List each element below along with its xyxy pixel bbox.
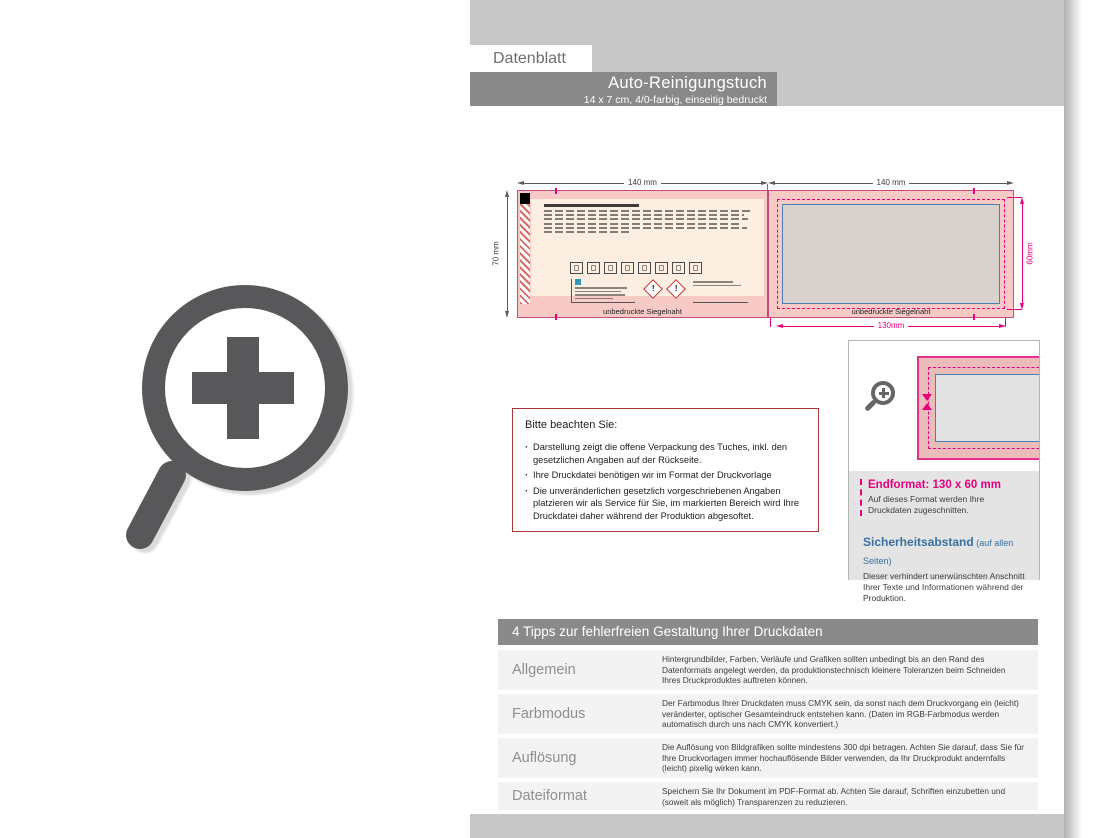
endformat-text: Auf dieses Format werden Ihre Druckdaten zugeschnitten. (868, 494, 985, 515)
notes-title: Bitte beachten Sie: (525, 419, 618, 431)
datenblatt-tab (470, 45, 592, 72)
seam-label: unbedruckte Siegelnaht (603, 307, 682, 316)
format-detail-box (848, 340, 1040, 603)
page-footer-band (470, 814, 1064, 838)
corner-zoom-view (849, 341, 1039, 471)
back-panel-drawing (768, 190, 1014, 318)
safety-area (782, 204, 1000, 304)
care-pictogram-icon (621, 262, 634, 274)
care-pictogram-icon (587, 262, 600, 274)
dimension-front-height (503, 190, 511, 318)
product-subtitle: 14 x 7 cm, 4/0-farbig, einseitig bedruckt (583, 94, 767, 106)
care-pictogram-icon (570, 262, 583, 274)
product-title: Auto-Reinigungstuch (608, 74, 767, 92)
ghs-warning-diamond-icon: ! (666, 279, 686, 299)
dimension-endformat-width: 130mm (776, 322, 1006, 330)
manufacturer-info-block (571, 279, 761, 305)
dimension-front-width: 140 mm (517, 179, 768, 187)
tip-row-aufloesung (498, 738, 1038, 778)
tip-label: Farbmodus (512, 706, 586, 722)
magnifier-plus-icon (140, 283, 372, 559)
tip-text: Speichern Sie Ihr Dokument im PDF-Format ab. Achten Sie darauf, Schriften einzubetten und (soweit als möglich) Transparenzen zu reduzieren. (662, 786, 1006, 807)
safety-title-suffix: (auf allen Seiten) (863, 538, 1014, 566)
page-edge-shadow (1064, 0, 1082, 838)
safety-area (935, 374, 1039, 442)
front-panel-drawing (517, 190, 768, 318)
fold-tick (555, 188, 557, 194)
notes-bullet: · Ihre Druckdatei benötigen wir im Format der Druckvorlage (525, 469, 808, 482)
safety-legend (863, 533, 1028, 604)
dimension-front-height-label: 70 mm (491, 241, 501, 266)
tab-label: Datenblatt (493, 50, 566, 67)
fold-tick (973, 188, 975, 194)
endformat-title: Endformat: 130 x 60 mm (868, 479, 1001, 491)
tip-text: Die Auflösung von Bildgrafiken sollte mindestens 300 dpi betragen. Achten Sie darauf, dass Sie für Ihre Druckvorlagen immer hochauflösende Bilder verwenden, da Ihr Druckprodukt andernfalls (leicht) pixelig wirken kann. (662, 742, 1025, 774)
tip-text: Hintergrundbilder, Farben, Verläufe und Grafiken sollten unbedingt bis an den Rand des Datenformats angelegt werden, da produktionstechnisch kleinere Toleranzen beim Schneiden Ihres Druckproduktes auftreten können. (662, 654, 1006, 686)
tip-label: Auflösung (512, 750, 577, 766)
notes-box (512, 408, 819, 532)
tip-row-farbmodus (498, 694, 1038, 734)
care-pictogram-icon (689, 262, 702, 274)
magnifier-handle (121, 456, 191, 554)
registration-mark (520, 193, 530, 204)
notes-list (525, 441, 808, 522)
care-pictogram-icon-row (570, 262, 706, 274)
care-pictogram-icon (672, 262, 685, 274)
format-legend (849, 471, 1039, 603)
fold-tick (555, 314, 557, 320)
safety-text: Dieser verhindert unerwünschten Anschnitt Ihrer Texte und Informationen während der Produktion. (863, 571, 1025, 603)
tip-row-allgemein (498, 650, 1038, 690)
product-header (470, 72, 777, 106)
dimension-back-width: 140 mm (768, 179, 1014, 187)
care-pictogram-icon (638, 262, 651, 274)
tips-header: 4 Tipps zur fehlerfreien Gestaltung Ihrer Druckdaten (498, 619, 1038, 645)
bleed-arrow-marker-icon (922, 394, 932, 410)
corner-diagram (917, 356, 1039, 460)
seam-hatch-strip (520, 204, 530, 304)
care-pictogram-icon (655, 262, 668, 274)
tip-row-dateiformat (498, 782, 1038, 810)
notes-bullet: · Darstellung zeigt die offene Verpackung des Tuches, inkl. den gesetzlichen Angaben auf der Rückseite. (525, 441, 808, 466)
care-pictogram-icon (604, 262, 617, 274)
legal-text-placeholder (544, 204, 752, 236)
tip-label: Allgemein (512, 662, 576, 678)
safety-title: Sicherheitsabstand (863, 535, 974, 549)
tip-text: Der Farbmodus Ihrer Druckdaten muss CMYK sein, da sonst nach dem Druckvorgang ein (leicht) veränderter, optischer Gesamteindruck entstehen kann. (Daten im RGB-Farbmodus werden automatisch durch uns nach CMYK konvertiert.) (662, 698, 1019, 730)
magnifier-plus-icon (865, 381, 899, 415)
seam-label: unbedruckte Siegelnaht (851, 307, 931, 316)
ghs-warning-diamond-icon: ! (643, 279, 663, 299)
brand-mark-icon (575, 279, 581, 285)
plus-icon (192, 372, 294, 404)
fold-tick (973, 314, 975, 320)
notes-bullet: · Die unveränderlichen gesetzlich vorgeschriebenen Angaben platzieren wir als Service für Sie, im markierten Bereich wird Ihre Druckdatei daher während der Produktion abgesoftet. (525, 485, 808, 523)
dimension-endformat-height-label: 60mm (1025, 242, 1035, 265)
endformat-legend (860, 479, 1030, 516)
tip-label: Dateiformat (512, 788, 587, 804)
